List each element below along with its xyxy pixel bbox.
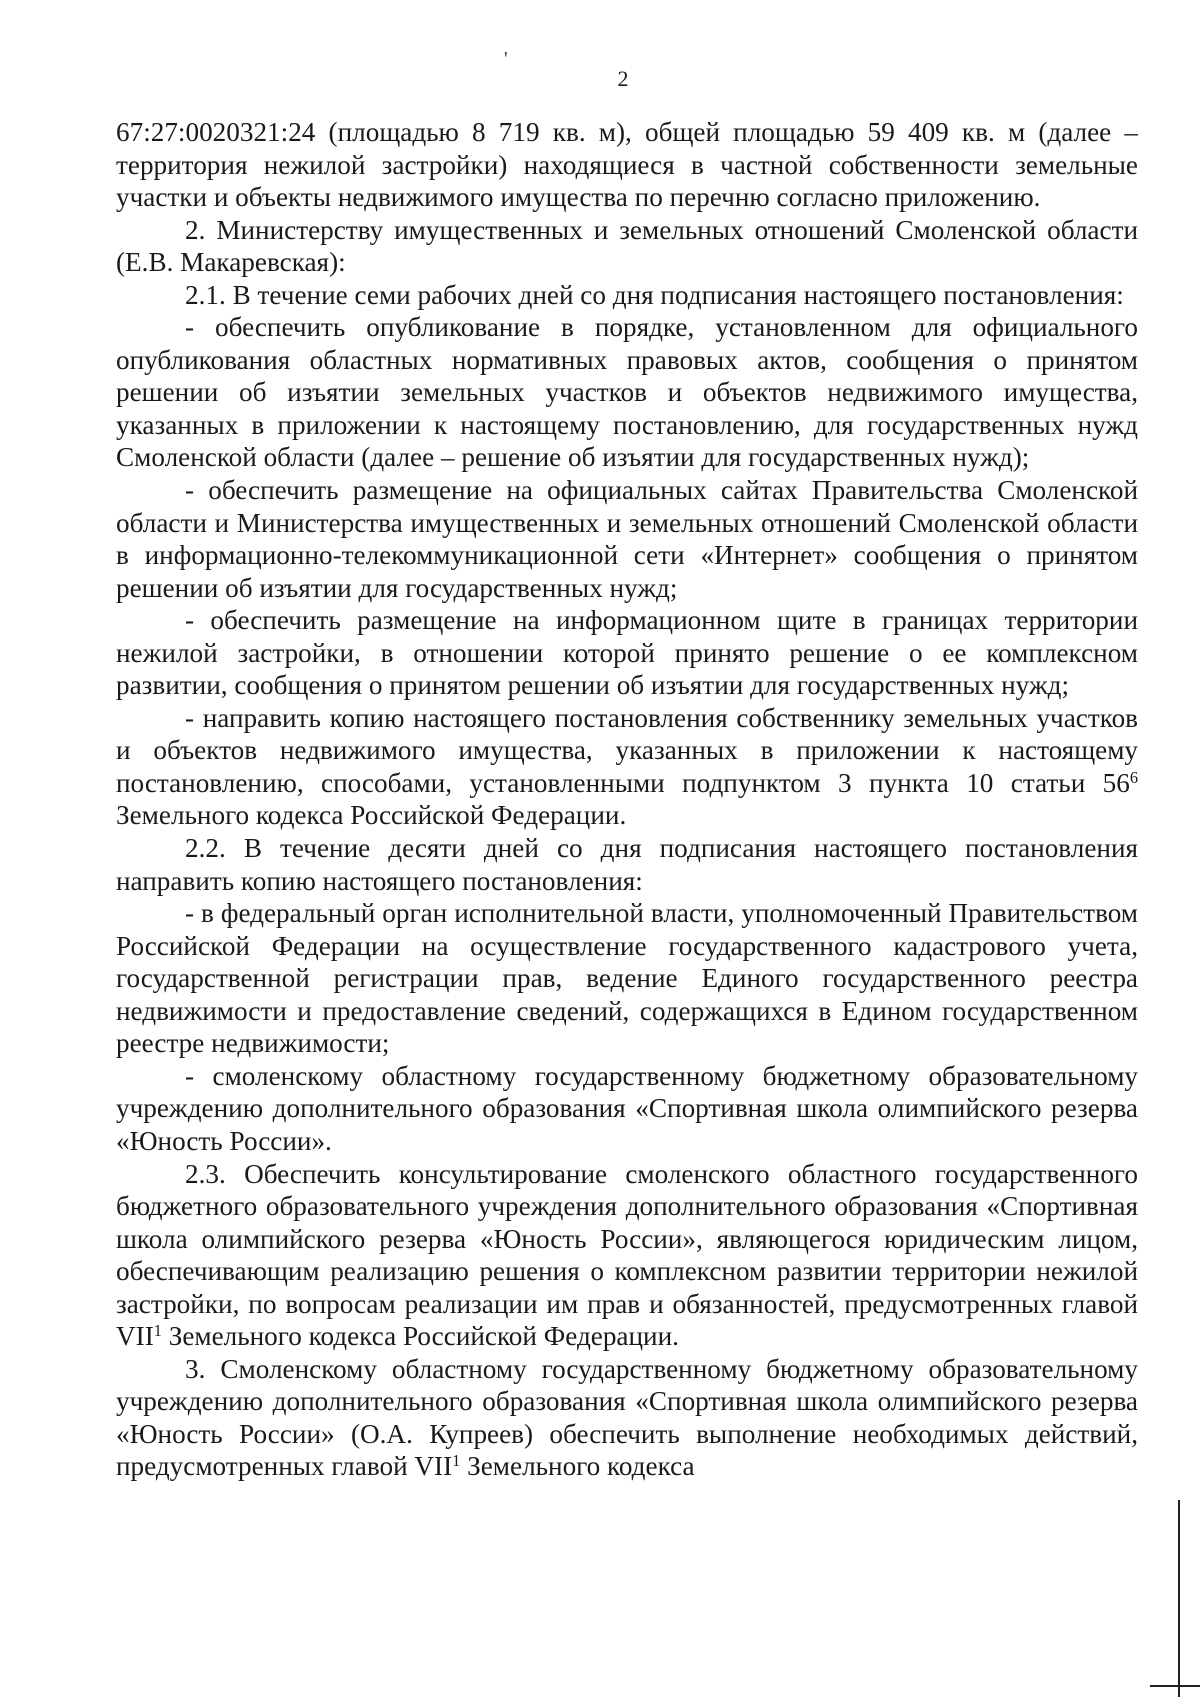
text-segment: 3. Смоленскому областному государственному бюджетному образовательному учреждению дополнительного образования «Спортивная школа олимпийского резерва «Юность России» (О.А. Купреев) обеспечить выполнение необходимых действий, предусмотренных главой VII [116, 1353, 1138, 1482]
document-body [116, 116, 1138, 1483]
scan-edge-line [1178, 1500, 1180, 1697]
paragraph-item-2: 2. Министерству имущественных и земельных отношений Смоленской области (Е.В. Макаревская): [116, 214, 1138, 278]
paragraph-federal-body: - в федеральный орган исполнительной власти, уполномоченный Правительством Российской Федерации на осуществление государственного кадастрового учета, государственной регистрации прав, ведение Единого государственного реестра недвижимости и предоставление сведений, содержащихся в Едином государственном реестре недвижимости; [116, 898, 1138, 1059]
page-number: 2 [617, 66, 629, 91]
superscript: 6 [1129, 767, 1138, 787]
text-segment: 2.3. Обеспечить консультирование смоленского областного государственного бюджетного образовательного учреждения дополнительного образования «Спортивная школа олимпийского резерва «Юность России», являющегося юридическим лицом, обеспечивающим реализацию решения о комплексном развитии территории нежилой застройки, по вопросам реализации им прав и обязанностей, предусмотренных главой VII [116, 1158, 1138, 1352]
paragraph-item-2-3 [116, 1158, 1138, 1353]
paragraph-send-copy-owner [116, 702, 1138, 832]
paragraph-publish: - обеспечить опубликование в порядке, установленном для официального опубликования областных нормативных правовых актов, сообщения о принятом решении об изъятии земельных участков и объектов недвижимого имущества, указанных в приложении к настоящему постановлению, для государственных нужд Смоленской области (далее – решение об изъятии для государственных нужд); [116, 312, 1138, 473]
superscript: 1 [452, 1451, 461, 1471]
text-segment: Земельного кодекса Российской Федерации. [161, 1321, 679, 1352]
stray-tick-mark: ' [504, 48, 508, 70]
text-segment: Земельного кодекса Российской Федерации. [116, 800, 627, 831]
text-segment: Земельного кодекса [460, 1451, 695, 1482]
scan-edge-corner [1150, 1685, 1200, 1687]
text-segment: - направить копию настоящего постановления собственнику земельных участков и объектов недвижимого имущества, указанных в приложении к настоящему постановлению, способами, установленными подпунктом 3 пункта 10 статьи 56 [116, 702, 1138, 798]
paragraph-item-2-1: 2.1. В течение семи рабочих дней со дня подписания настоящего постановления: [185, 279, 1124, 310]
paragraph-cadastral-continuation: 67:27:0020321:24 (площадью 8 719 кв. м), общей площадью 59 409 кв. м (далее – территория нежилой застройки) находящиеся в частной собственности земельные участки и объекты недвижимого имущества по перечню согласно приложению. [116, 117, 1138, 213]
superscript: 1 [153, 1321, 162, 1341]
paragraph-item-2-2: 2.2. В течение десяти дней со дня подписания настоящего постановления направить копию настоящего постановления: [116, 833, 1138, 896]
paragraph-item-3 [116, 1353, 1138, 1483]
paragraph-sports-school: - смоленскому областному государственному бюджетному образовательному учреждению дополнительного образования «Спортивная школа олимпийского резерва «Юность России». [116, 1060, 1138, 1156]
paragraph-info-board: - обеспечить размещение на информационном щите в границах территории нежилой застройки, в отношении которой принято решение о ее комплексном развитии, сообщения о принятом решении об изъятии для государственных нужд; [116, 605, 1138, 701]
paragraph-website-post: - обеспечить размещение на официальных сайтах Правительства Смоленской области и Министерства имущественных и земельных отношений Смоленской области в информационно-телекоммуникационной сети «Интернет» сообщения о принятом решении об изъятии для государственных нужд; [116, 475, 1138, 603]
